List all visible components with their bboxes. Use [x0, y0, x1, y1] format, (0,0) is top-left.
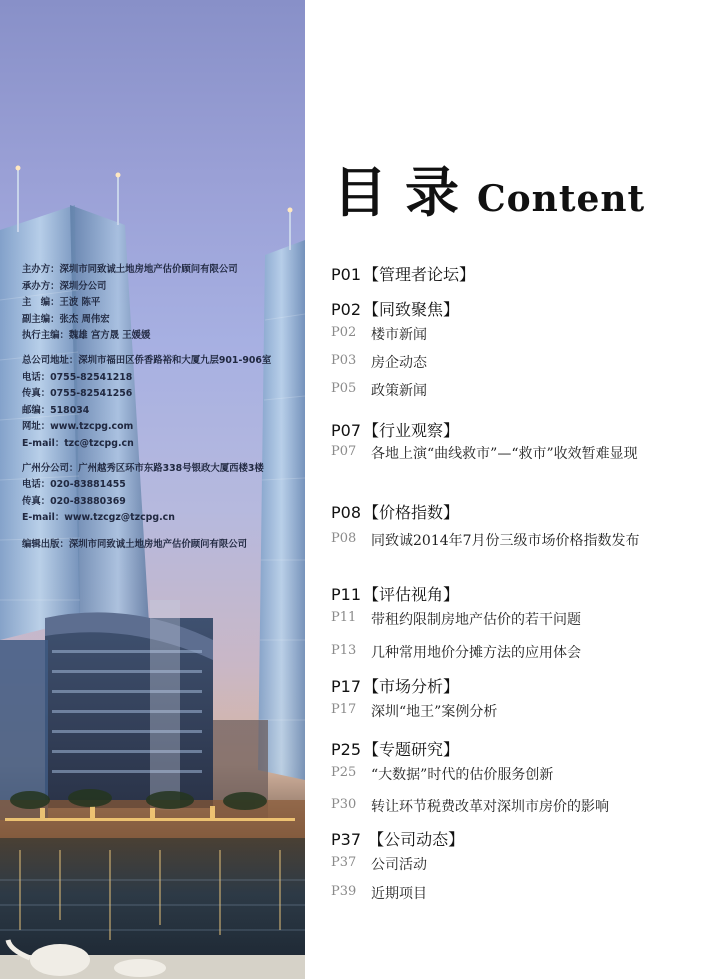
imprint-editor: 主 编：王波 陈平: [22, 297, 101, 309]
hq-address: 总公司地址：深圳市福田区侨香路裕和大厦九层901-906室: [22, 354, 272, 366]
toc-section[interactable]: P07 【行业观察】: [331, 421, 460, 440]
gz-phone: 电话：020-83881455: [22, 479, 126, 491]
hq-email: E-mail：tzc@tzcpg.cn: [22, 437, 134, 449]
gz-address: 广州分公司：广州越秀区环市东路338号银政大厦西楼3楼: [22, 462, 264, 474]
contents-page: 目录Content P01 【管理者论坛】 P02 【同致聚焦】 P02 楼市新闻 P03 房企动态 P05 政策新闻 P07 【行业观察】 P07 各地上演“曲线救市”—“救市”收效暂难显现 P08 【价格指数】 P08 同致诚2014年7月份三级市场价格指数发布 P11 【评估视角】 P11 带租约限制房地产估价的若干问题 P13 几种常用地价分摊方法的应用体会 P17 【市场分析】 P17 深圳“地王”案例分析 P25 【专题研究】 P25 “大数据”时代的估价服务创新 P30 转让环节税费改革对深圳市房价的影响 P37 【公司动态】 P37 公司活动 P39 近期项目: [305, 0, 720, 979]
gz-fax: 传真：020-83880369: [22, 495, 126, 507]
imprint-executive-editor: 执行主编：魏雄 宫方晟 王媛媛: [22, 330, 151, 342]
title-english: Content: [477, 178, 646, 220]
toc-section[interactable]: P37 【公司动态】: [331, 830, 465, 849]
toc-section[interactable]: P08 【价格指数】: [331, 503, 460, 522]
hq-zip: 邮编：518034: [22, 404, 90, 416]
hq-website: 网址：www.tzcpg.com: [22, 421, 134, 433]
toc-section[interactable]: P17 【市场分析】: [331, 677, 460, 696]
gz-email: E-mail：www.tzcgz@tzcpg.cn: [22, 512, 175, 524]
hq-fax: 传真：0755-82541256: [22, 388, 133, 400]
imprint-deputy-editor: 副主编：张杰 周伟宏: [22, 313, 110, 325]
toc-section[interactable]: P01 【管理者论坛】: [331, 265, 476, 284]
cover-photo-panel: [0, 0, 305, 979]
hq-phone: 电话：0755-82541218: [22, 371, 133, 383]
publisher: 编辑出版：深圳市同致诚土地房地产估价顾问有限公司: [22, 538, 248, 550]
title-chinese: 目录: [333, 160, 477, 224]
toc-section[interactable]: P11 【评估视角】: [331, 585, 460, 604]
imprint-organizer: 承办方：深圳分公司: [22, 280, 107, 292]
toc-section[interactable]: P25 【专题研究】: [331, 740, 460, 759]
imprint-block: [22, 262, 302, 554]
toc-section[interactable]: P02 【同致聚焦】: [331, 300, 460, 319]
imprint-sponsor: 主办方：深圳市同致诚土地房地产估价顾问有限公司: [22, 264, 238, 275]
page-title: [333, 150, 645, 227]
